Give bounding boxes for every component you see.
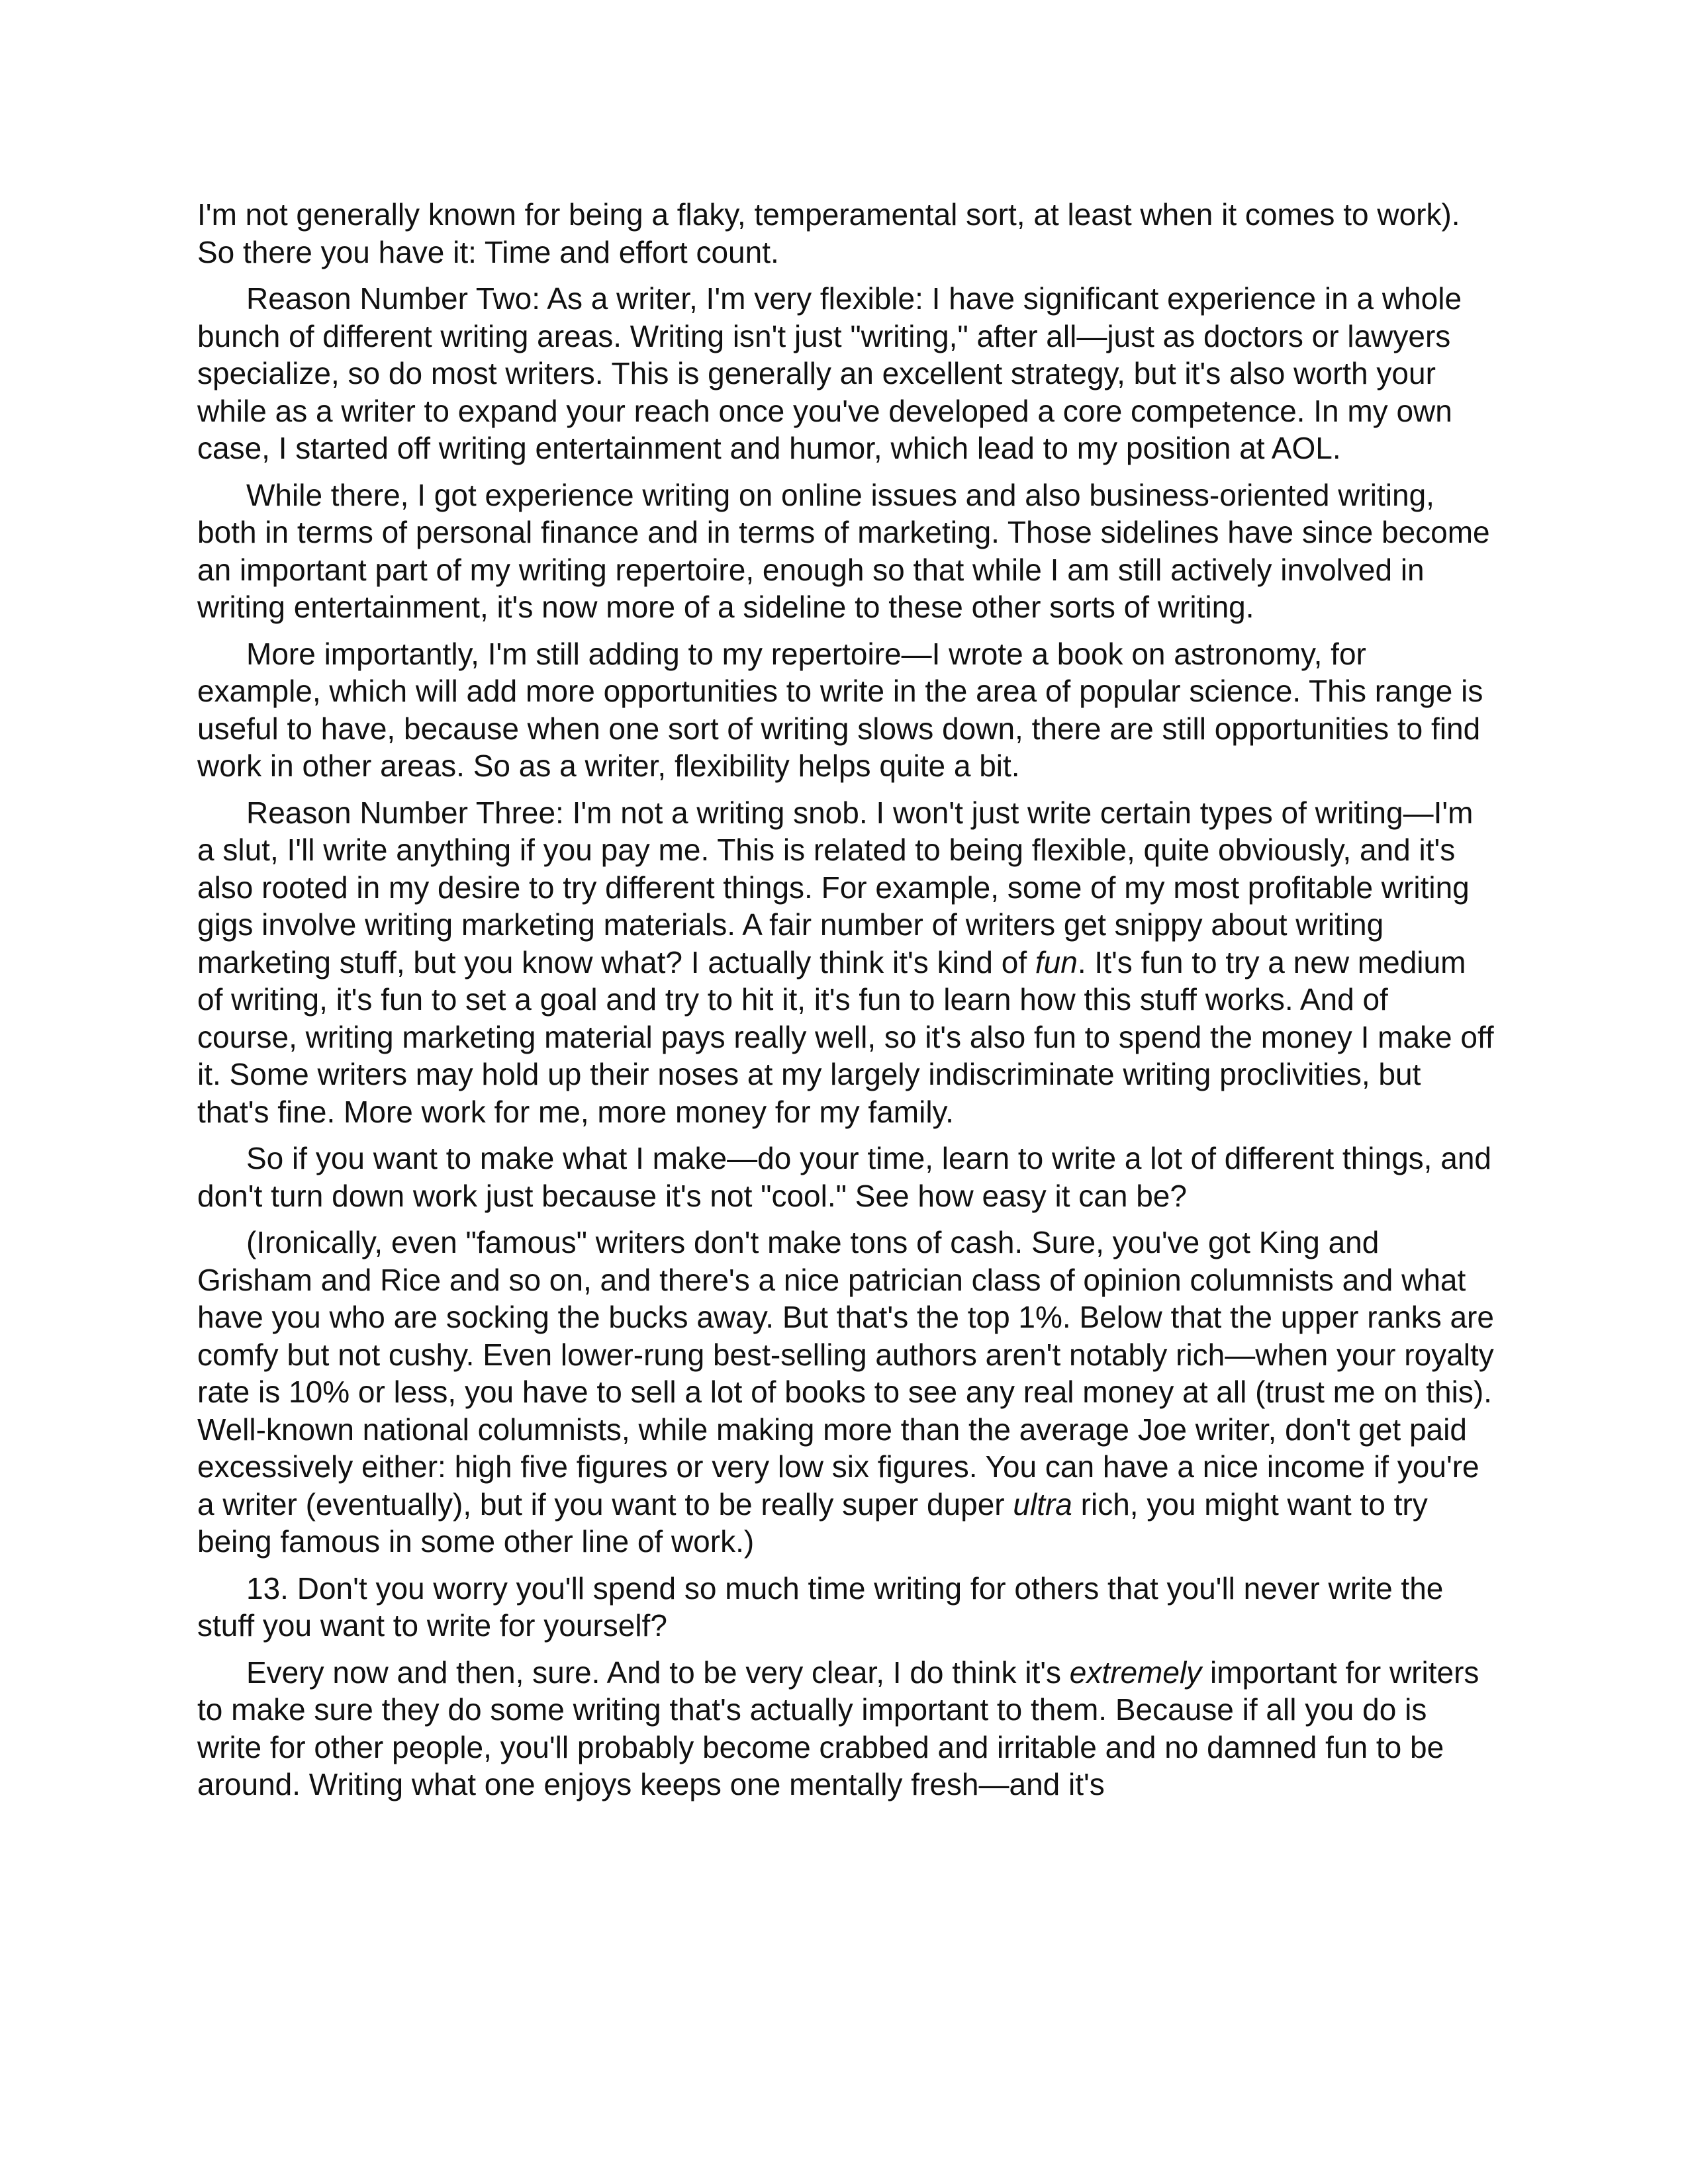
text-run: 13. Don't you worry you'll spend so much time writing for others that you'll never write the stuff you want to write for yourself? — [197, 1570, 1444, 1643]
text-run: Every now and then, sure. And to be very clear, I do think it's — [246, 1655, 1070, 1690]
text-run: (Ironically, even "famous" writers don't make tons of cash. Sure, you've got King and Grisham and Rice and so on, and there's a nice patrician class of opinion columnists and what have you who are socking the bucks away. But that's the top 1%. Below that the upper ranks are comfy but not cushy. Even lower-rung best-selling authors aren't notably rich—when your royalty rate is 10% or less, you have to sell a lot of books to see any real money at all (trust me on this). Well-known national columnists, while making more than the average Joe writer, don't get paid excessively either: high five figures or very low six figures. You can have a nice income if you're a writer (eventually), but if you want to be really super duper — [197, 1225, 1494, 1522]
paragraph-7 — [197, 1224, 1495, 1561]
italic-emphasis: fun — [1035, 944, 1078, 979]
text-run: So if you want to make what I make—do your time, learn to write a lot of different things, and don't turn down work just because it's not "cool." See how easy it can be? — [197, 1141, 1491, 1213]
text-run: While there, I got experience writing on online issues and also business-oriented writing, both in terms of personal finance and in terms of marketing. Those sidelines have since become an important part of my writing repertoire, enough so that while I am still actively involved in writing entertainment, it's now more of a sideline to these other sorts of writing. — [197, 477, 1490, 624]
paragraph-6 — [197, 1140, 1495, 1214]
paragraph-2 — [197, 280, 1495, 467]
paragraph-1 — [197, 196, 1495, 271]
text-run: I'm not generally known for being a flaky, temperamental sort, at least when it comes to work). So there you have it: Time and effort count. — [197, 197, 1460, 269]
text-run: important for writers to make sure they do some writing that's actually important to them. Because if all you do is write for other people, you'll probably become crabbed and irritable and no damned fun to be around. Writing what one enjoys keeps one mentally fresh—and it's — [197, 1655, 1479, 1801]
paragraph-5 — [197, 794, 1495, 1131]
italic-emphasis: extremely — [1069, 1655, 1202, 1690]
text-run: . It's fun to try a new medium of writing, it's fun to set a goal and try to hit it, it's fun to learn how this stuff works. And of course, writing marketing material pays really well, so it's also fun to spend the money I make off it. Some writers may hold up their noses at my largely indiscriminate writing proclivities, but that's fine. More work for me, more money for my family. — [197, 944, 1494, 1129]
text-run: Reason Number Three: I'm not a writing snob. I won't just write certain types of writing—I'm a slut, I'll write anything if you pay me. This is related to being flexible, quite obviously, and it's also rooted in my desire to try different things. For example, some of my most profitable writing gigs involve writing marketing materials. A fair number of writers get snippy about writing marketing stuff, but you know what? I actually think it's kind of — [197, 795, 1474, 979]
paragraph-3 — [197, 477, 1495, 626]
paragraph-4 — [197, 635, 1495, 785]
body-text — [197, 196, 1495, 1813]
italic-emphasis: ultra — [1013, 1486, 1072, 1522]
text-run: rich, you might want to try being famous in some other line of work.) — [197, 1486, 1428, 1559]
paragraph-9 — [197, 1654, 1495, 1803]
text-run: Reason Number Two: As a writer, I'm very flexible: I have significant experience in a whole bunch of different writing areas. Writing isn't just "writing," after all—just as doctors or lawyers specialize, so do most writers. This is generally an excellent strategy, but it's also worth your while as a writer to expand your reach once you've developed a core competence. In my own case, I started off writing entertainment and humor, which lead to my position at AOL. — [197, 281, 1462, 465]
paragraph-8-question — [197, 1570, 1495, 1645]
text-run: More importantly, I'm still adding to my repertoire—I wrote a book on astronomy, for example, which will add more opportunities to write in the area of popular science. This range is useful to have, because when one sort of writing slows down, there are still opportunities to find work in other areas. So as a writer, flexibility helps quite a bit. — [197, 636, 1483, 783]
